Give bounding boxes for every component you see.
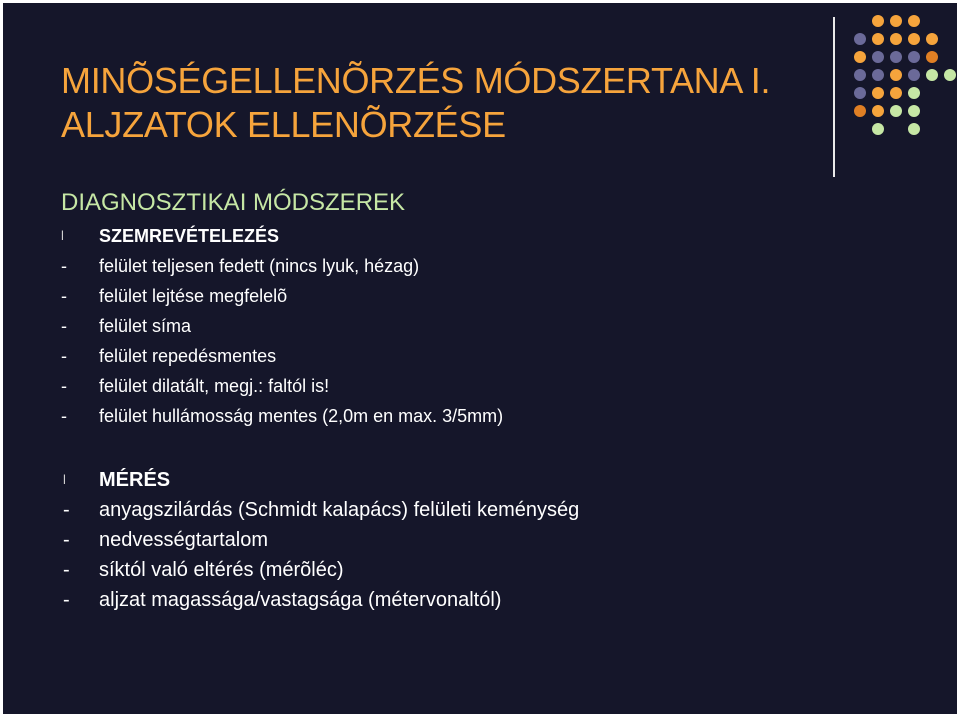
slide-subtitle: DIAGNOSZTIKAI MÓDSZEREK bbox=[61, 189, 406, 216]
slide-title-line-1: MINÕSÉGELLENÕRZÉS MÓDSZERTANA I. bbox=[61, 60, 771, 101]
decorative-dot bbox=[908, 33, 920, 45]
decorative-dot bbox=[854, 69, 866, 81]
slide bbox=[3, 3, 957, 714]
decorative-dot bbox=[908, 87, 920, 99]
section-heading-text: SZEMREVÉTELEZÉS bbox=[99, 226, 280, 246]
decorative-dot bbox=[908, 51, 920, 63]
decorative-dot bbox=[872, 69, 884, 81]
decorative-dot bbox=[872, 105, 884, 117]
dash-marker: - bbox=[61, 256, 67, 276]
dash-marker: - bbox=[61, 316, 67, 336]
list-item-text: felület repedésmentes bbox=[99, 346, 277, 366]
decorative-dot bbox=[944, 69, 956, 81]
decorative-dot bbox=[926, 33, 938, 45]
dash-marker: - bbox=[63, 529, 70, 551]
list-item-text: felület dilatált, megj.: faltól is! bbox=[99, 376, 330, 396]
decorative-dot bbox=[908, 123, 920, 135]
list-item-text: síktól való eltérés (mérõléc) bbox=[99, 559, 344, 581]
decorative-dot bbox=[854, 33, 866, 45]
decorative-dot bbox=[890, 87, 902, 99]
decorative-dot bbox=[890, 105, 902, 117]
decorative-dot bbox=[872, 33, 884, 45]
decorative-dot bbox=[890, 33, 902, 45]
list-item-text: felület lejtése megfelelõ bbox=[99, 286, 288, 306]
list-item-text: felület hullámosság mentes (2,0m en max. 3/5mm) bbox=[99, 406, 504, 426]
list-item-text: felület teljesen fedett (nincs lyuk, hézag) bbox=[99, 256, 420, 276]
decorative-divider-line bbox=[833, 17, 835, 177]
dash-marker: - bbox=[61, 346, 67, 366]
dash-marker: - bbox=[61, 376, 67, 396]
decorative-dot bbox=[854, 51, 866, 63]
decorative-dot bbox=[890, 15, 902, 27]
list-item-text: aljzat magassága/vastagsága (métervonaltól) bbox=[99, 589, 502, 611]
bullet-marker: l bbox=[61, 228, 64, 243]
decorative-dot bbox=[854, 87, 866, 99]
decorative-dot bbox=[872, 87, 884, 99]
decorative-dot bbox=[872, 51, 884, 63]
decorative-dot bbox=[854, 105, 866, 117]
section-heading-text: MÉRÉS bbox=[99, 469, 171, 491]
decorative-dot bbox=[926, 69, 938, 81]
decorative-dot bbox=[890, 51, 902, 63]
dash-marker: - bbox=[61, 406, 67, 426]
slide-title bbox=[61, 59, 770, 147]
list-item-text: nedvességtartalom bbox=[99, 529, 268, 551]
dash-marker: - bbox=[63, 589, 70, 611]
dash-marker: - bbox=[61, 286, 67, 306]
list-item-text: anyagszilárdás (Schmidt kalapács) felületi keménység bbox=[99, 499, 580, 521]
decorative-dot bbox=[872, 123, 884, 135]
decorative-dot bbox=[926, 51, 938, 63]
decorative-dot bbox=[908, 15, 920, 27]
list-item-text: felület síma bbox=[99, 316, 192, 336]
decorative-dot bbox=[890, 69, 902, 81]
dash-marker: - bbox=[63, 559, 70, 581]
decorative-dot bbox=[872, 15, 884, 27]
slide-title-line-2: ALJZATOK ELLENÕRZÉSE bbox=[61, 104, 506, 145]
bullet-marker: l bbox=[63, 472, 66, 487]
decorative-dot bbox=[908, 69, 920, 81]
decorative-dot bbox=[908, 105, 920, 117]
dash-marker: - bbox=[63, 499, 70, 521]
